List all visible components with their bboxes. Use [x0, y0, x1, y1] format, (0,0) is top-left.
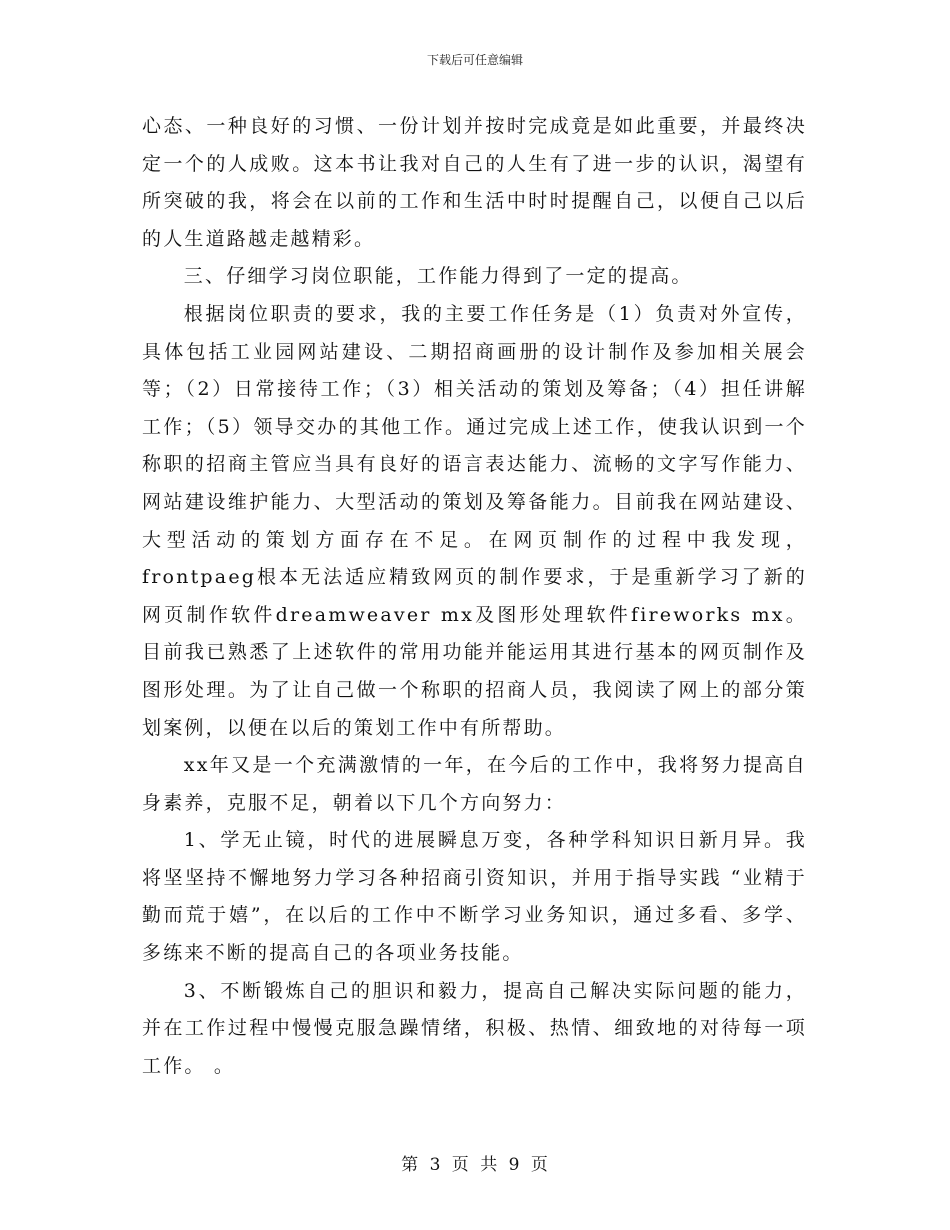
list-item-one: 1、学无止镜，时代的进展瞬息万变，各种学科知识日新月异。我将坚坚持不懈地努力学习各种招商引资知识，并用于指导实践 “业精于勤而荒于嬉”，在以后的工作中不断学习业务知识，通过多看、多学、多练来不断的提高自己的各项业务技能。: [142, 829, 807, 965]
page-footer: 第 3 页 共 9 页: [401, 1155, 549, 1175]
list-item-three: 3、不断锻炼自己的胆识和毅力，提高自己解决实际问题的能力，并在工作过程中慢慢克服急躁情绪，积极、热情、细致地的对待每一项工作。 。: [142, 979, 807, 1077]
paragraph-continuation: 心态、一种良好的习惯、一份计划并按时完成竟是如此重要，并最终决定一个的人成败。这本书让我对自己的人生有了进一步的认识，渴望有所突破的我，将会在以前的工作和生活中时时提醒自己，以便自己以后的人生道路越走越精彩。: [142, 115, 807, 250]
paragraph-job-duties: 根据岗位职责的要求，我的主要工作任务是（1）负责对外宣传，具体包括工业园网站建设、二期招商画册的设计制作及参加相关展会等；（2）日常接待工作；（3）相关活动的策划及筹备；（4）担任讲解工作；（5）领导交办的其他工作。通过完成上述工作，使我认识到一个称职的招商主管应当具有良好的语言表达能力、流畅的文字写作能力、网站建设维护能力、大型活动的策划及筹备能力。目前我在网站建设、大型活动的策划方面存在不足。在网页制作的过程中我发现，frontpaeg根本无法适应精致网页的制作要求，于是重新学习了新的网页制作软件dreamweaver mx及图形处理软件fireworks mx。目前我已熟悉了上述软件的常用功能并能运用其进行基本的网页制作及图形处理。为了让自己做一个称职的招商人员，我阅读了网上的部分策划案例，以便在以后的策划工作中有所帮助。: [142, 302, 807, 739]
paragraph-new-year-plan: xx年又是一个充满激情的一年，在今后的工作中，我将努力提高自身素养，克服不足，朝着以下几个方向努力：: [142, 754, 807, 814]
section-heading-three: 三、仔细学习岗位职能，工作能力得到了一定的提高。: [183, 265, 693, 288]
document-body: [142, 108, 807, 1085]
page-header: 下载后可任意编辑: [426, 53, 523, 67]
